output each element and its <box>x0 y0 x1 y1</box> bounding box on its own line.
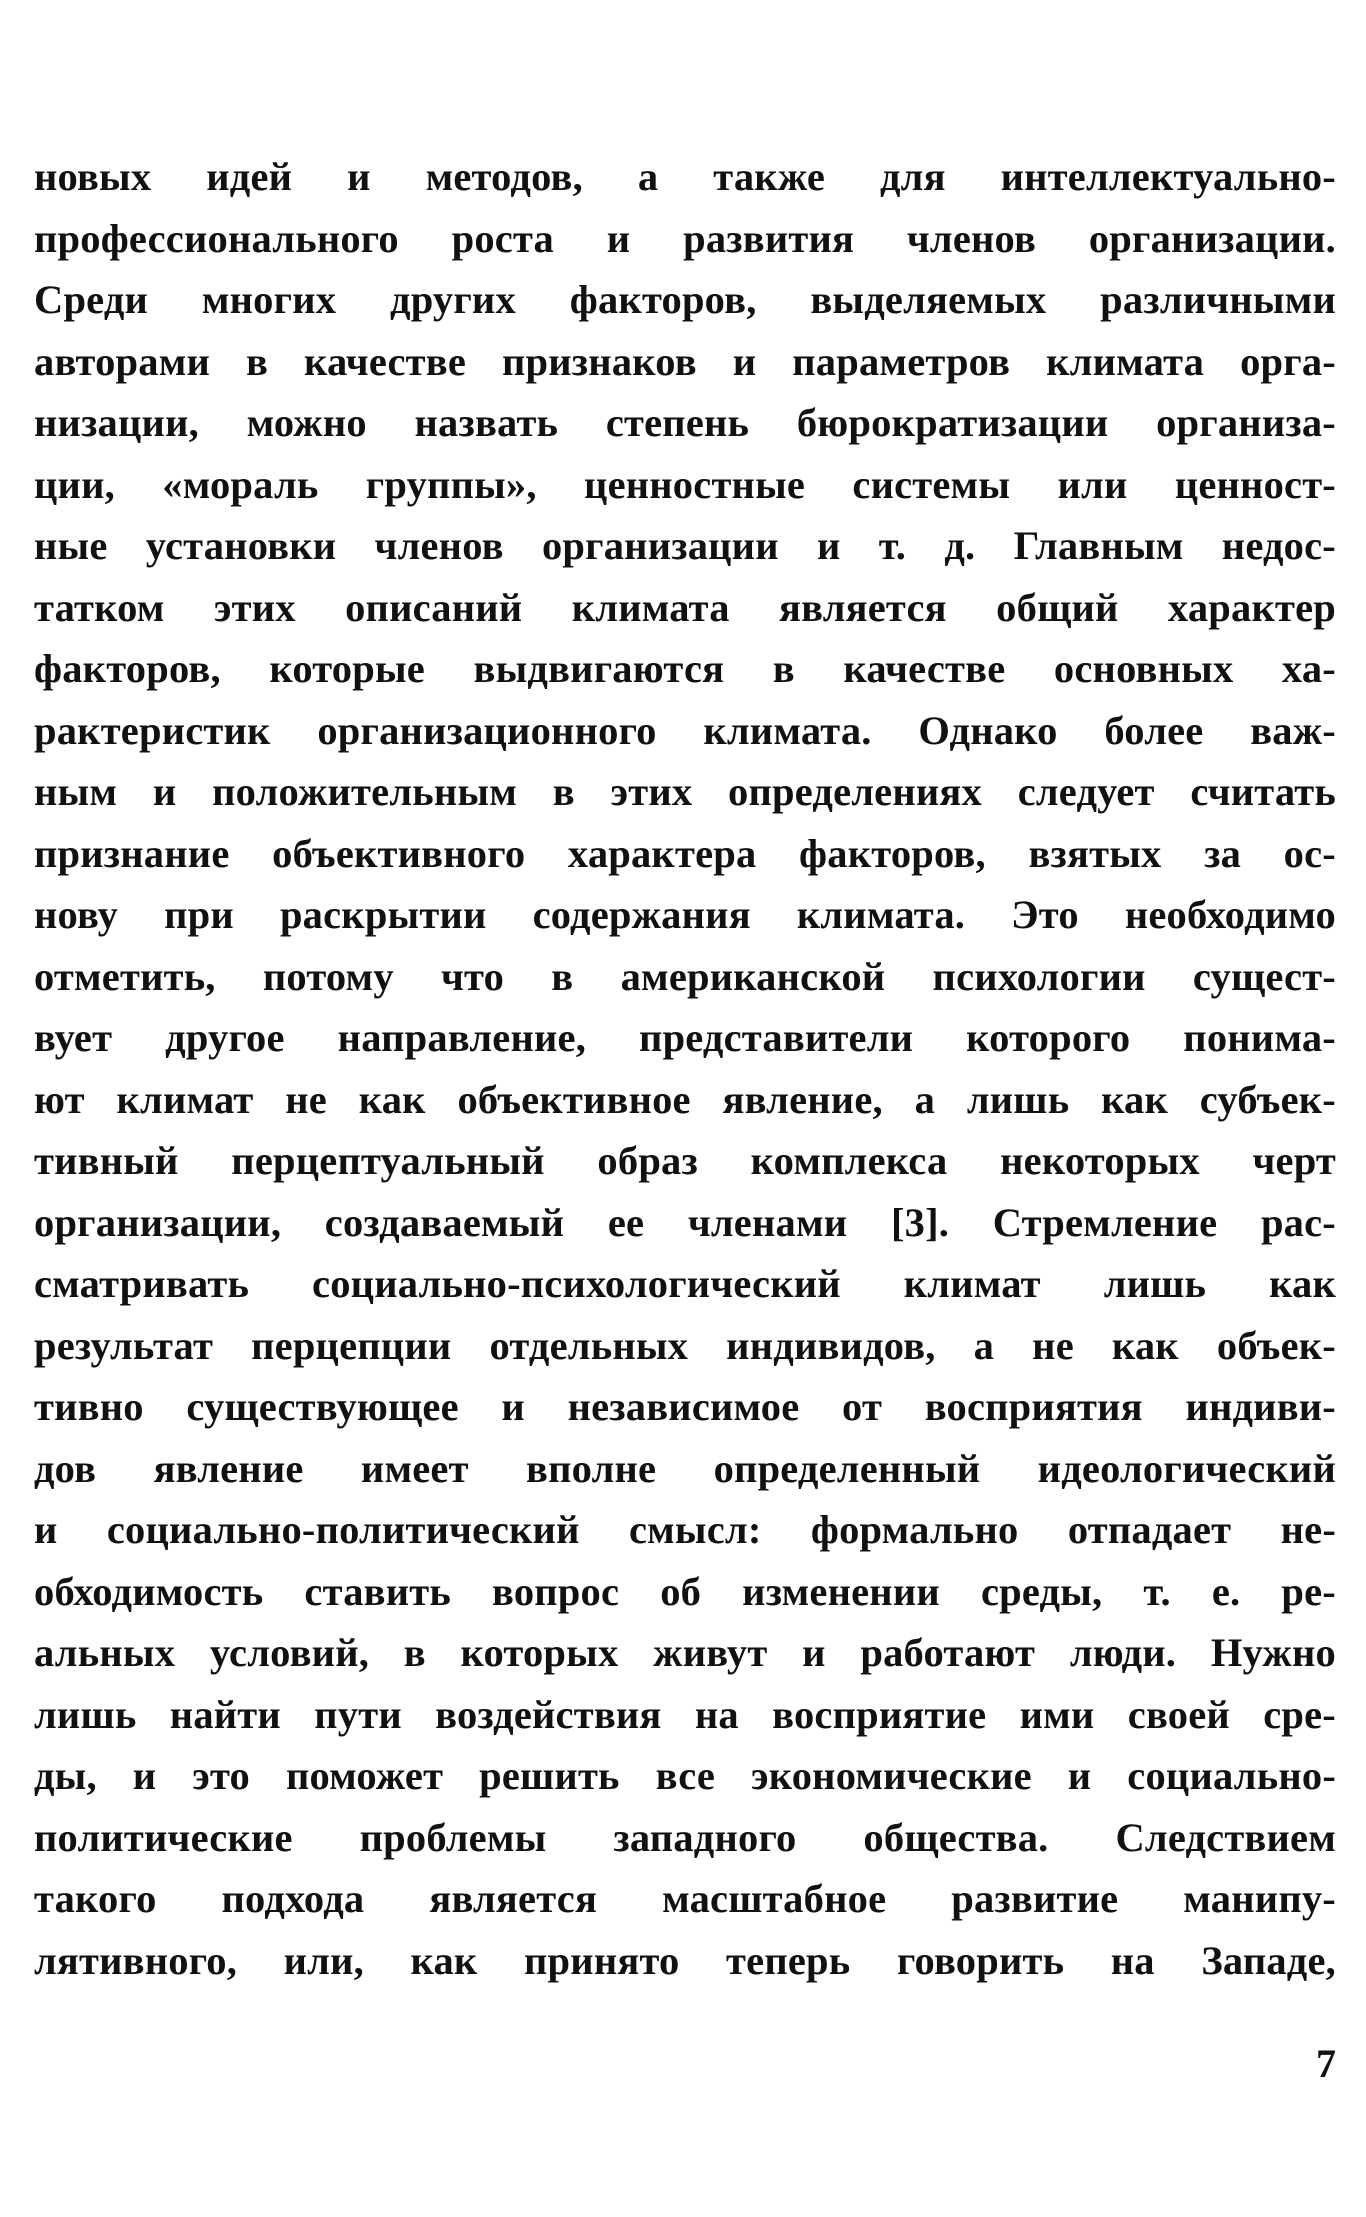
text-line: лятивного, или, как принято теперь говорить на Западе, <box>34 1937 1336 1983</box>
text-line: организации, создаваемый ее членами [3]. Стремление рас- <box>34 1199 1336 1245</box>
text-line: ные установки членов организации и т. д. Главным недос- <box>34 523 1336 568</box>
text-line: профессионального роста и развития членов организации. <box>34 215 1336 261</box>
text-line: сматривать социально-психологический климат лишь как <box>34 1261 1336 1306</box>
text-line: и социально-политический смысл: формально отпадает не- <box>34 1507 1336 1552</box>
text-line: вует другое направление, представители которого понима- <box>34 1015 1336 1060</box>
page-number: 7 <box>1316 2041 1336 2086</box>
text-line: ции, «мораль группы», ценностные системы или ценност- <box>34 461 1336 507</box>
text-line: тивный перцептуальный образ комплекса некоторых черт <box>34 1138 1336 1183</box>
text-line: отметить, потому что в американской психологии сущест- <box>34 953 1336 999</box>
text-line: низации, можно назвать степень бюрократизации организа- <box>34 400 1336 445</box>
text-line: факторов, которые выдвигаются в качестве основных ха- <box>34 646 1336 691</box>
text-line: дов явление имеет вполне определенный идеологический <box>34 1445 1336 1491</box>
text-line: тивно существующее и независимое от восприятия индиви- <box>34 1384 1336 1429</box>
text-line: альных условий, в которых живут и работают люди. Нужно <box>34 1630 1336 1675</box>
text-line: ным и положительным в этих определениях следует считать <box>34 769 1336 814</box>
text-line: ды, и это поможет решить все экономические и социально- <box>34 1753 1336 1798</box>
text-line: татком этих описаний климата является общий характер <box>34 584 1336 630</box>
text-line: авторами в качестве признаков и параметров климата орга- <box>34 338 1336 384</box>
text-line: ют климат не как объективное явление, а лишь как субъек- <box>34 1076 1336 1122</box>
text-line: результат перцепции отдельных индивидов, а не как объек- <box>34 1322 1336 1368</box>
text-line: такого подхода является масштабное развитие манипу- <box>34 1876 1336 1921</box>
body-text <box>34 146 1336 1991</box>
text-line: политические проблемы западного общества. Следствием <box>34 1814 1336 1860</box>
text-line: новых идей и методов, а также для интеллектуально- <box>34 154 1336 199</box>
text-line: лишь найти пути воздействия на восприятие ими своей сре- <box>34 1691 1336 1737</box>
text-line: рактеристик организационного климата. Однако более важ- <box>34 707 1336 753</box>
text-line: Среди многих других факторов, выделяемых различными <box>34 277 1336 322</box>
text-line: нову при раскрытии содержания климата. Это необходимо <box>34 892 1336 937</box>
text-line: признание объективного характера факторов, взятых за ос- <box>34 830 1336 876</box>
text-line: обходимость ставить вопрос об изменении среды, т. е. ре- <box>34 1568 1336 1614</box>
